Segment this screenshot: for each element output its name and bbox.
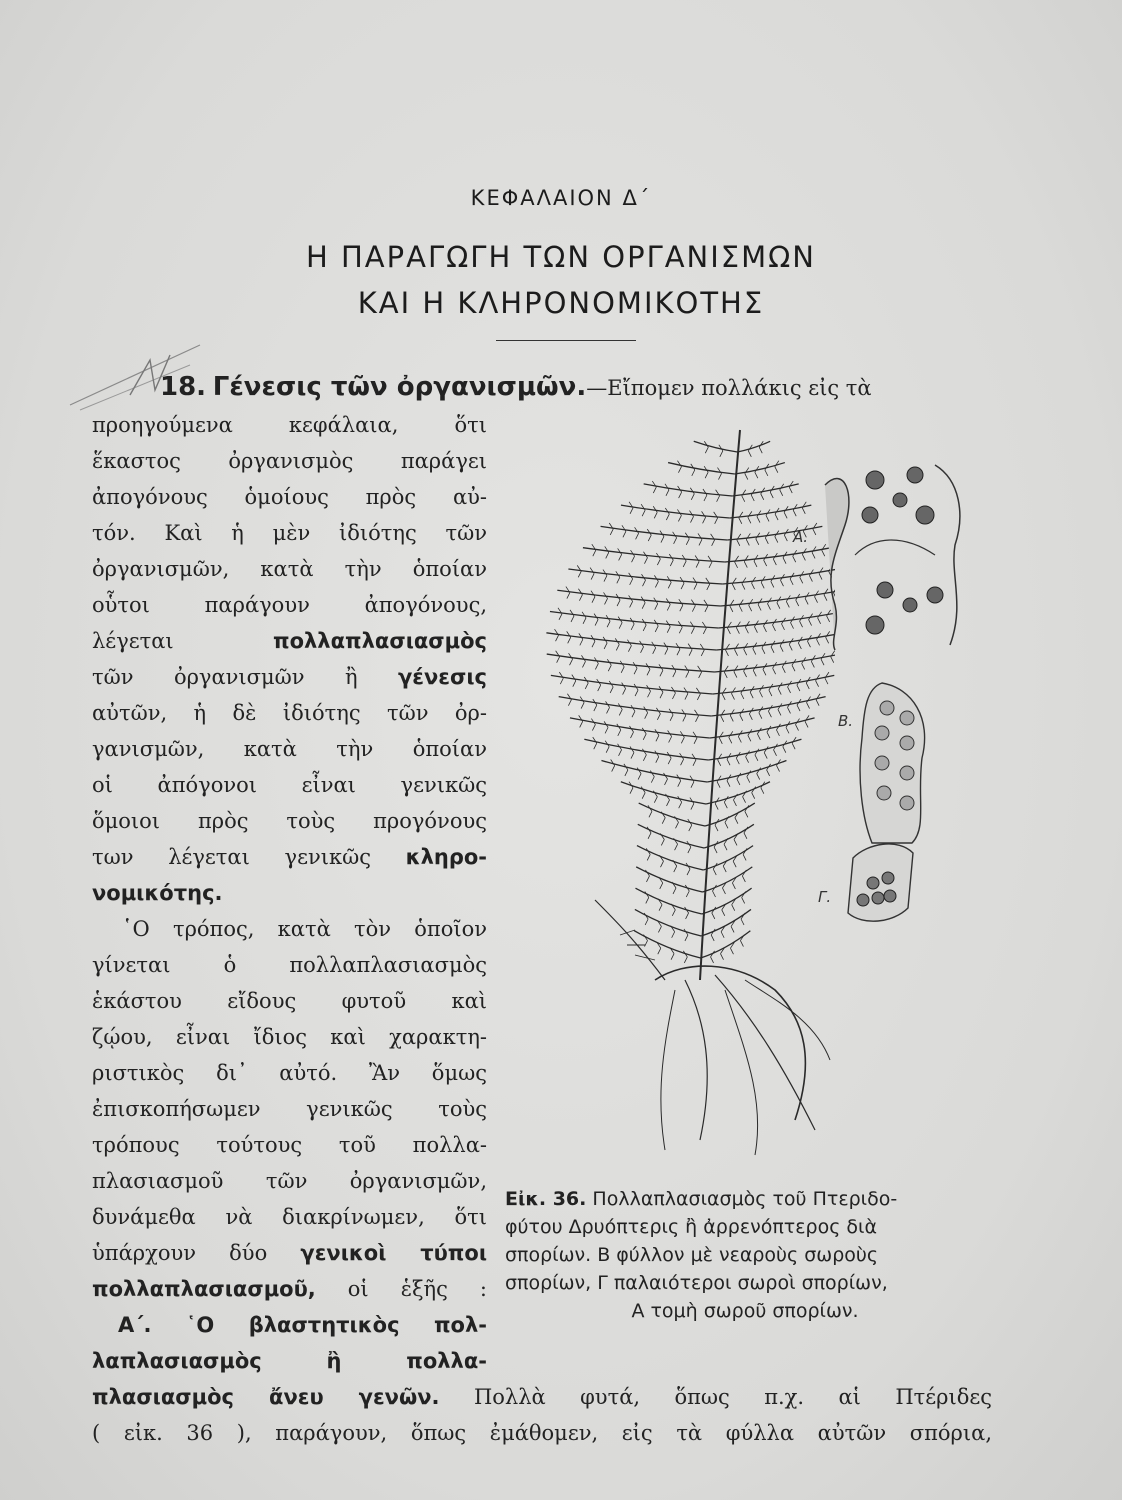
- subsection-heading-line-1: Α΄. ῾Ο βλαστητικὸς πολ-: [118, 1313, 487, 1337]
- term-multiplication-genitive: πολλαπλασιασμοῦ,: [92, 1277, 316, 1301]
- body-line-8: [92, 662, 487, 692]
- term-general-types: γενικοὶ τύποι: [300, 1241, 487, 1265]
- leaf-young-sori-figure-b: [852, 678, 942, 848]
- figure-label-c: Γ.: [818, 888, 832, 906]
- body-line-12: ὅμοιοι πρὸς τοὺς προγόνους: [92, 809, 487, 833]
- fern-illustration: [515, 420, 835, 1160]
- chapter-title-line1: Η ΠΑΡΑΓΩΓΗ ΤΩΝ ΟΡΓΑΝΙΣΜΩΝ: [305, 240, 817, 274]
- chapter-label: ΚΕΦΑΛΑΙΟΝ Δ΄: [470, 186, 652, 210]
- subsection-heading-line-3: πλασιασμὸς ἄνευ γενῶν.: [92, 1385, 440, 1409]
- body-line-13: [92, 842, 487, 872]
- term-heredity-part1: κληρο-: [405, 845, 487, 869]
- figure-caption-line5: Α τομὴ σωροῦ σπορίων.: [631, 1300, 859, 1322]
- sorus-section-figure-a: [815, 455, 975, 655]
- figure-caption-label: Εἰκ. 36.: [505, 1188, 587, 1210]
- para2-line-6: ἐπισκοπήσωμεν γενικῶς τοὺς: [92, 1097, 487, 1121]
- text-fragment: ὑπάρχουν δύο: [92, 1241, 268, 1265]
- section-number: 18.: [160, 372, 207, 402]
- body-line-28: [92, 1382, 992, 1412]
- text-fragment: Πολλαπλασιασμὸς τοῦ Πτεριδο-: [592, 1188, 898, 1210]
- para2-line-5: ριστικὸς δι᾿ αὐτό. Ἂν ὅμως: [92, 1061, 487, 1085]
- leaf-old-sori-figure-c: [838, 838, 918, 928]
- body-line-1: προηγούμενα κεφάλαια, ὅτι: [92, 413, 487, 437]
- para2-line-4: ζῴου, εἶναι ἴδιος καὶ χαρακτη-: [92, 1025, 487, 1049]
- para2-line-8: πλασιασμοῦ τῶν ὀργανισμῶν,: [92, 1169, 487, 1193]
- figure-caption-line3: σπορίων. Β φύλλον μὲ νεαροὺς σωροὺς: [505, 1244, 879, 1266]
- para2-line-7: τρόπους τούτους τοῦ πολλα-: [92, 1133, 487, 1157]
- para2-line-1: ῾Ο τρόπος, κατὰ τὸν ὁποῖον: [122, 917, 487, 941]
- section-heading-line: [160, 372, 990, 403]
- body-line-9: αὐτῶν, ἡ δὲ ἰδιότης τῶν ὀρ-: [92, 701, 487, 725]
- para2-line-3: ἑκάστου εἴδους φυτοῦ καὶ: [92, 989, 487, 1013]
- term-multiplication: πολλαπλασιασμὸς: [272, 629, 487, 653]
- text-fragment: λέγεται: [92, 629, 174, 653]
- figure-caption-line2: φύτου Δρυόπτερις ἢ ἀρρενόπτερος διὰ: [505, 1216, 877, 1238]
- para2-line-9: δυνάμεθα νὰ διακρίνωμεν, ὅτι: [92, 1205, 487, 1229]
- text-fragment: τῶν ὀργανισμῶν ἢ: [92, 665, 358, 689]
- body-line-3: ἀπογόνους ὁμοίους πρὸς αὐ-: [92, 485, 487, 509]
- body-line-7: [92, 626, 487, 656]
- body-line-29: ( εἰκ. 36 ), παράγουν, ὅπως ἐμάθομεν, εἰς τὰ φύλλα αὐτῶν σπόρια,: [92, 1421, 992, 1445]
- figure-caption-line1: [505, 1186, 985, 1213]
- figure-caption-line4: σπορίων, Γ παλαιότεροι σωροὶ σπορίων,: [505, 1272, 888, 1294]
- para2-line-11: [92, 1274, 487, 1304]
- term-genesis: γένεσις: [398, 665, 487, 689]
- term-heredity-part2: νομικότης.: [92, 881, 223, 905]
- body-line-5: ὀργανισμῶν, κατὰ τὴν ὁποίαν: [92, 557, 487, 581]
- section-heading: Γένεσις τῶν ὀργανισμῶν.: [212, 372, 587, 402]
- body-line-11: οἱ ἀπόγονοι εἶναι γενικῶς: [92, 773, 487, 797]
- body-line-10: γανισμῶν, κατὰ τὴν ὁποίαν: [92, 737, 487, 761]
- text-fragment: οἱ ἑξῆς :: [347, 1277, 487, 1301]
- body-line-6: οὗτοι παράγουν ἀπογόνους,: [92, 593, 487, 617]
- figure-label-b: Β.: [838, 712, 854, 730]
- body-line-2: ἕκαστος ὀργανισμὸς παράγει: [92, 449, 487, 473]
- subsection-heading-line-2: λαπλασιασμὸς ἢ πολλα-: [92, 1349, 487, 1373]
- figure-label-a: Α.: [793, 528, 809, 546]
- text-fragment: των λέγεται γενικῶς: [92, 845, 371, 869]
- body-line-4: τόν. Καὶ ἡ μὲν ἰδιότης τῶν: [92, 521, 487, 545]
- section-intro: —Εἴπομεν πολλάκις εἰς τὰ: [586, 376, 872, 400]
- chapter-title-line2: ΚΑΙ Η ΚΛΗΡΟΝΟΜΙΚΟΤΗΣ: [357, 286, 765, 320]
- para2-line-10: [92, 1238, 487, 1268]
- title-divider: [496, 340, 636, 341]
- text-fragment: Πολλὰ φυτά, ὅπως π.χ. αἱ Πτέριδες: [473, 1385, 993, 1409]
- body-line-14: [92, 878, 487, 908]
- para2-line-2: γίνεται ὁ πολλαπλασιασμὸς: [92, 953, 487, 977]
